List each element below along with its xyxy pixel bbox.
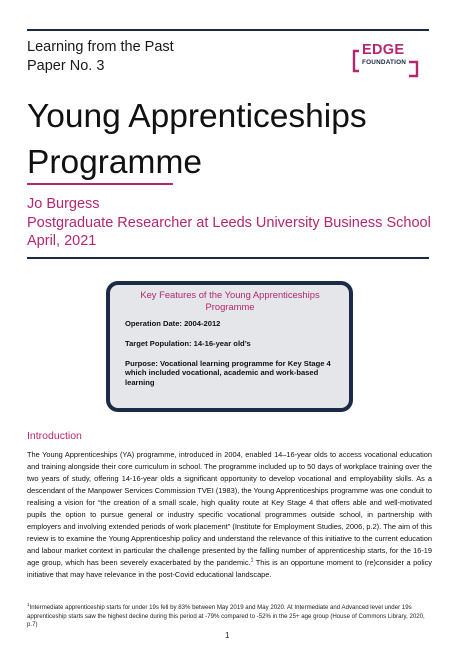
- logo-word-foundation: FOUNDATION: [362, 59, 407, 66]
- introduction-text: The Young Apprenticeships (YA) programme, introduced in 2004, enabled 14–16-year olds to access vocational education and training alongside their core curriculum in school. The programme included up to 50 days of workplace training over the two years of study, offering 14-16-year olds a significant opportunity to develop vocational and employability skills. As a descendant of the Manpower Services Commission TVEI (1983), the Young Apprenticeships programme was one conduit to realising a vision for “the creation of a small scale, high quality route at Key Stage 4 that offers able and well-motivated pupils the option to pursue general or industry specific vocational programmes outside school, in partnership with employers and involving extended periods of work placement” (Institute for Employment Studies, 2006, p.2). The aim of this review is to examine the Young Apprenticeship policy and understand the relevance of this initiative to the current education and labour market context in particular the challenge presented by the falling number of apprenticeship starts, for the 16-19 age group, which has been severely exacerbated by the pandemic.: [27, 450, 432, 567]
- logo-word-edge: EDGE: [362, 42, 405, 58]
- series-line-2: Paper No. 3: [27, 58, 105, 74]
- author-role: Postgraduate Researcher at Leeds University Business School: [27, 214, 431, 231]
- author-block: [27, 195, 431, 251]
- edge-foundation-logo: [351, 42, 421, 80]
- author-name: Jo Burgess: [27, 196, 100, 212]
- introduction-heading: Introduction: [27, 430, 82, 442]
- purpose: Purpose: Vocational learning programme for Key Stage 4 which included vocational, academic and work-based learning: [125, 358, 331, 388]
- title-line-1: Young Apprenticeships: [27, 98, 367, 135]
- key-features-title: [125, 289, 335, 313]
- series-line-1: Learning from the Past: [27, 39, 174, 55]
- top-rule: [27, 29, 429, 31]
- footnote-marker: 1: [27, 601, 30, 607]
- publication-date: April, 2021: [27, 233, 97, 250]
- title-underline: [27, 183, 173, 185]
- page-title: [27, 94, 367, 186]
- section-rule: [27, 257, 429, 259]
- key-features-title-line-1: Key Features of the Young Apprenticeships: [140, 289, 320, 300]
- footnote-reference[interactable]: 1: [250, 557, 254, 564]
- footnote-text: Intermediate apprenticeship starts for under 19s fell by 83% between May 2019 and May 2020. At Intermediate and Advanced level under 19s apprenticeship starts saw the highest decline during this period at -79% compared to -52% in the 25+ age group (House of Commons Library, 2020, p.7): [27, 604, 425, 628]
- introduction-body: [27, 449, 432, 580]
- title-line-2: Programme: [27, 144, 202, 181]
- introduction-text-continued: This is an opportune moment to (re)consider a policy initiative that may have relevance in the post-Covid educational landscape.: [27, 557, 432, 579]
- operation-date: Operation Date: 2004-2012: [125, 319, 221, 328]
- target-population: Target Population: 14-16-year old’s: [125, 338, 251, 348]
- key-features-box: [106, 281, 353, 412]
- series-label: [27, 38, 174, 76]
- footnote: [27, 601, 432, 630]
- page-number: 1: [225, 631, 230, 640]
- key-features-title-line-2: Programme: [205, 301, 255, 312]
